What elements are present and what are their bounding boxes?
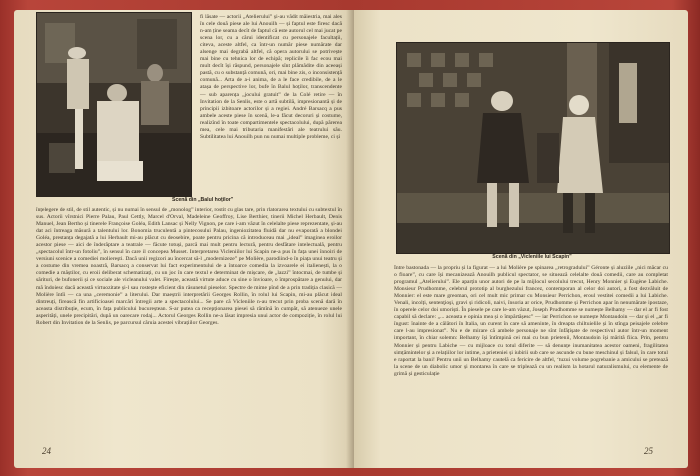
right-photo-caption: Scenă din „Vicleniile lui Scapin” (492, 254, 572, 260)
left-page (14, 10, 354, 468)
left-photo-caption: Scenă din „Balul hoților” (172, 197, 234, 203)
left-column-bottom: înțelegere de stil, de stil autentic, și nu numai în sensul de „monolog” interior, rostit cu glas tare, prin rlatorarea textului cu subtextul în sus. Actorii vîrstnici Pierre Palau, Paul Cettly, Marcel d'Orval, Madeleine Geoffroy, Lise Berthier, tinerii Michel Herbault, Denis Manuel, Jean Bertho și tinerele Françoise Goléa, Edith Lansac și Nelly Vignon, pe care i-am văzut în celelalte piese reprezentate, și-au dat aci întreaga măsură a talentului lor. Bonomia truculentă a pintecosului Palau, ingeniozitatea fluidă dar nu evaporată a blondei Goléa, prestanța degajată a lui Herbault mi-au plăcut cu deosebire, poate pentru pricina că introduceau mai „ideal” imaginea eroilor acestor piese — aici de înderăptare a teatrale — făcute totuși, parcă mai mult pentru lectură, pentru desfătare intelectuală, pentru „spectacolul într-un fotoliu”, în sensul în care il concepea Musset. Interpretarea Vicleniilor lui Scapin ne-a pus în fața unei înnoiri de versiuni scenice a comediei moliereşti. Dacă unii regizori au încercat să-l „modernizeze” pe Molière, parodiind-o în piața unui teatru și a costume din vremea noastră, Barsacq a conservat lui fact experimentului de a întoarce comedia la izvoarele ei italienești, la o comedie a măștilor, cu eroii deliberat schematizați, cu un joc în care textul e determinat de mișcare, de „lazzi” întocmai, de tumbe și sărituri, de bufonerii și ce sociale ale vicleanului valet. Firește, această virtute aduce cu sine o învioare, o împrospătare a genului, dar mă îndoiesc dacă această virtuozitate și-l sau rostește eficient din răsunetul pieselor. Spectre de mime pînd de a prin tradiția clasică — Molière întîi — ca una „ceremonie” a literului. Dar maeștrii interpretării Georges Rollin, în rolul lui Scapin, mi-au plăcut ideal dintreuți, firească fin artificioasei marcări întregii arte a spectacolului... Se pare că Vicleniile n-au trecut prin proba scenă dară în aceasta distribuție, ecum, în fața publicului bucureștean. S-ar putea ca recepționarea piesei să rămînă în cumpăt, să atenueze unele asperități, unele precipitări, după un oarecare rodaj... Actorul Georges Rollin ne-a lăsat impresia unui actor de compoziție, în rolul lui Robert din Invitation de la Senlis, pe parcursul căruia acestei vibrațiilor Georges. (36, 207, 342, 326)
right-photo (396, 42, 670, 254)
right-page (354, 10, 688, 468)
left-photo (36, 12, 192, 197)
page-number-left: 24 (42, 446, 51, 456)
stage-photo-balul-hotilor (37, 13, 191, 196)
page-number-right: 25 (644, 446, 653, 456)
right-column: Între bastonada — la propriu și la figurat — a lui Molière pe spinarea „retrogradului” Géronte și aluziile „nici măcar cu o floare”, cu care își mecanizează Anouilh publicul spectator, se situează celelalte două comedii, care au completat programul „Atelierului”. Ele aparțin unor autori de pe la mijlocul secolului trecut, Henry Monnier și Eugène Labiche. Monsieur Prudhomme, celebrul prototip al burghezului francez, contemporan al celor doi autori, a fost dezvăluit de Monnier: el este mare greoman, ori cel mult mic primar cu Monsieur Perrichon, eroul vestitei comedii a lui Labiche. Venali, incolți, sentenţioşi, gravi și ridicoli, naivi, însoria ar orice, Prudhomme și Perrichon apar în nenumărate ipostaze, în operele celor doi umoriști. În piesele pe care le-am văzut, Joseph Prudhomme se numește Belhamy — dar el ar fi fost capabil să declare: „... aceasta e opinia mea și o împărtășesc” — iar Perrichon se numește Montaudoin — dar și el „ar fi îngust: înainte de a călători în Italia, un curent în care să ameninte, în dreapta chiltuielile și în stînga peisajele celebre care l-au impresionat”. Nu e de mirare că ambele personaje ne sînt înfățișate de respectivul autor într-un moment important, în chiar solemn: Belhamy își întîmpină cei mai cu bun prietenii, Montaudoin își mărită fiica. Prin, pentru Monnier și pentru Labiche — cu mijloace cu totul diferite — să denunțe inumanitatea acestor oameni, fragilitatea simțămintelor și a relațiilor lor intime, a prieteniei și iubirii sub care se ascunde cu bune meschinul și falsul, în care totul e raportat la bani! Pentru unii un Belhamy cautelă ca fericire de altfel, ‘tuzui volume pogrebanie a amicului se pretează la scene de un diabolic umor și montarea în care se triplează cu un realism la hotarul naturalismului, cu elemente de grimă și gesticulație (394, 265, 668, 377)
stage-photo-vicleniile-lui-scapin (397, 43, 669, 253)
left-column-top: fi lăsate — actorii „Atelierului” și-au vădit măiestria, mai ales în cele două piese ale lui Anouilh — și faptul este firesc dacă n-am ține seama decît de faptul că este autorul cel mai jucat pe scena lor, cu a cărui identificat cu personajele facultații, citeva, aceste altfel, ca într-un număr piese numărate dar alsenge mai degrabă altfel, că opera autorului se potrivește mai bine cu tehnica lor de echipă; replicile îi fac ecou mai mult decît își răspund, personajele sînt plămădite din aceeași pastă, cu o substanță comună, ori, mai bine zis, o inconsistență comună... Arta de a-i anima, de a le face credibile, de a le atașa de perspective lor, bufe în Balul hoților, transcendente — sub aparența „jocului gratuit” de la Colé retire — în Invitation de la Senlis, este o artă subtilă, impresionantă și de principii izbitoare actorilor și a regiei. André Barsacq a pus ambele aceste piese în scenă, le-a făcut decoruri și costume, realizînd în toate compartimentele spectacolului, după părerea mea, cele mai tributaria manifestări ale teatrului său. Subtilitatea lui Anouilh pun nu numai multiple probleme, ci și (200, 14, 342, 140)
